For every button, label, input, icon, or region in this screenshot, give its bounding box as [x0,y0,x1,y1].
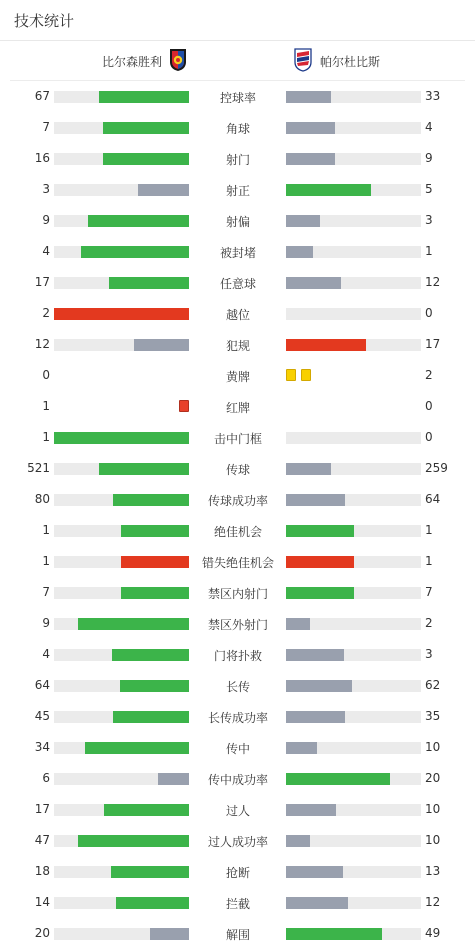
home-stat-bar-fill [121,556,189,568]
away-stat-value: 20 [425,771,441,785]
home-stat-bar [54,587,189,599]
stat-row [0,608,475,639]
stat-label: 抢断 [225,866,250,880]
stat-row [0,391,475,422]
home-stat-bar [54,556,189,568]
away-stat-bar-fill [286,649,344,661]
away-stat-value: 17 [425,337,441,351]
home-stat-value: 64 [34,678,50,692]
home-stat-value: 80 [34,492,50,506]
stat-row [0,515,475,546]
away-stat-bar [286,556,421,568]
home-stat-value: 1 [42,399,50,413]
home-stat-bar-fill [112,649,189,661]
away-stat-bar-fill [286,277,341,289]
stat-row [0,856,475,887]
home-stat-bar-fill [138,184,189,196]
away-team-crest-icon [294,48,312,72]
home-stat-bar-fill [54,308,189,320]
home-stat-bar [54,866,189,878]
home-stat-value: 521 [27,461,50,475]
stat-row [0,639,475,670]
home-stat-bar-fill [81,246,189,258]
away-stat-value: 35 [425,709,441,723]
away-stat-bar [286,153,421,165]
stat-row [0,422,475,453]
away-stat-bar-fill [286,184,371,196]
home-stat-value: 4 [42,244,50,258]
home-stat-bar [54,308,189,320]
away-stat-bar-fill [286,773,390,785]
stat-label: 任意球 [219,277,256,291]
home-stat-value: 17 [34,275,50,289]
stat-label: 禁区内射门 [207,587,268,601]
stat-label: 过人 [225,804,250,818]
away-stat-bar [286,773,421,785]
stat-label: 控球率 [219,91,256,105]
home-stat-bar [54,463,189,475]
stat-label: 长传成功率 [207,711,268,725]
stat-row [0,670,475,701]
section-title: 技术统计 [14,12,75,30]
home-stat-bar [54,246,189,258]
away-stat-bar [286,308,421,320]
home-stat-value: 17 [34,802,50,816]
home-stat-bar [54,339,189,351]
home-stat-value: 2 [42,306,50,320]
home-stat-bar [54,835,189,847]
away-stat-bar [286,649,421,661]
stat-row [0,701,475,732]
stat-label: 传球 [225,463,250,477]
stat-label: 射正 [225,184,250,198]
away-stat-bar [286,184,421,196]
stat-label: 传中成功率 [207,773,268,787]
home-stat-bar-fill [54,432,189,444]
away-stat-bar-fill [286,463,331,475]
stat-row [0,825,475,856]
stat-row [0,577,475,608]
stat-label: 传中 [225,742,250,756]
home-stat-value: 1 [42,430,50,444]
home-stat-value: 6 [42,771,50,785]
home-stat-bar-fill [116,897,189,909]
stat-row [0,763,475,794]
stat-row [0,732,475,763]
home-stat-bar-fill [120,680,189,692]
home-stat-bar [54,804,189,816]
stat-label: 过人成功率 [207,835,268,849]
away-stat-value: 1 [425,244,433,258]
stat-row [0,453,475,484]
away-stat-value: 10 [425,740,441,754]
home-cards [54,400,189,414]
away-stat-bar-fill [286,494,345,506]
away-stat-bar-fill [286,246,313,258]
stat-label: 错失绝佳机会 [201,556,274,570]
stat-label: 解围 [225,928,250,942]
away-stat-bar [286,432,421,444]
away-stat-bar-fill [286,742,317,754]
stat-label: 红牌 [225,401,250,415]
away-stat-bar-fill [286,153,335,165]
away-cards [286,400,421,414]
away-stat-value: 10 [425,833,441,847]
away-stat-bar-fill [286,339,366,351]
stat-row [0,329,475,360]
stat-label: 射门 [225,153,250,167]
stat-row [0,267,475,298]
home-stat-bar [54,649,189,661]
home-stat-bar [54,928,189,940]
home-stat-bar-fill [111,866,189,878]
home-stat-bar [54,91,189,103]
away-stat-bar [286,494,421,506]
stat-row [0,484,475,515]
home-stat-value: 7 [42,120,50,134]
away-stat-bar-fill [286,122,335,134]
home-stat-bar-fill [121,587,189,599]
away-stat-bar-fill [286,680,352,692]
home-stat-value: 20 [34,926,50,940]
away-stat-bar [286,680,421,692]
away-stat-value: 7 [425,585,433,599]
home-stat-bar-fill [158,773,189,785]
home-cards [54,369,189,383]
away-stat-bar [286,618,421,630]
home-stat-bar-fill [99,91,189,103]
home-stat-value: 3 [42,182,50,196]
home-stat-value: 1 [42,523,50,537]
stat-label: 犯规 [225,339,250,353]
home-team-name: 比尔森胜利 [101,55,162,69]
away-stat-bar [286,897,421,909]
stat-label: 黄牌 [225,370,250,384]
teams-row [0,41,475,81]
stat-label: 射偏 [225,215,250,229]
home-stat-value: 16 [34,151,50,165]
away-stat-bar-fill [286,556,354,568]
away-stat-value: 33 [425,89,441,103]
away-stat-value: 0 [425,430,433,444]
home-stat-value: 45 [34,709,50,723]
stat-label: 被封堵 [219,246,256,260]
stat-row [0,174,475,205]
home-stat-bar-fill [113,711,189,723]
away-stat-value: 2 [425,368,433,382]
stat-label: 拦截 [225,897,250,911]
yellow-card-icon [286,369,296,381]
home-stat-value: 7 [42,585,50,599]
home-stat-bar [54,277,189,289]
away-stat-bar-fill [286,525,354,537]
away-stat-value: 2 [425,616,433,630]
stat-label: 禁区外射门 [207,618,268,632]
home-stat-value: 34 [34,740,50,754]
away-stat-bar [286,742,421,754]
stat-row [0,236,475,267]
away-stat-bar [286,804,421,816]
home-stat-bar-fill [85,742,189,754]
home-stat-value: 12 [34,337,50,351]
stat-row [0,298,475,329]
away-stat-value: 259 [425,461,448,475]
away-stat-value: 1 [425,554,433,568]
away-stat-value: 0 [425,399,433,413]
home-stat-bar-fill [104,804,189,816]
away-stat-bar-fill [286,587,354,599]
away-team-name: 帕尔杜比斯 [320,55,381,69]
away-stat-bar [286,463,421,475]
home-stat-bar-fill [121,525,189,537]
away-stat-bar [286,339,421,351]
home-stat-bar [54,153,189,165]
away-stat-bar [286,711,421,723]
stat-row [0,546,475,577]
away-stat-bar-fill [286,215,320,227]
red-card-icon [179,400,189,412]
home-stat-bar [54,742,189,754]
stat-row [0,360,475,391]
away-stat-value: 10 [425,802,441,816]
home-stat-bar [54,680,189,692]
away-stat-value: 13 [425,864,441,878]
away-stat-value: 12 [425,895,441,909]
stat-row [0,112,475,143]
away-stat-value: 1 [425,523,433,537]
stat-row [0,205,475,236]
stat-label: 角球 [225,122,250,136]
away-stat-bar [286,91,421,103]
home-stat-bar [54,184,189,196]
away-stat-value: 4 [425,120,433,134]
away-stat-bar-fill [286,711,345,723]
home-stat-bar-fill [88,215,189,227]
away-cards [286,369,421,383]
away-stat-value: 0 [425,306,433,320]
home-stat-value: 1 [42,554,50,568]
home-stat-bar [54,773,189,785]
away-stat-value: 3 [425,647,433,661]
home-stat-bar [54,525,189,537]
away-stat-bar [286,215,421,227]
away-stat-bar-fill [286,804,336,816]
away-stat-value: 12 [425,275,441,289]
home-stat-bar-fill [99,463,189,475]
home-stat-value: 4 [42,647,50,661]
home-stat-bar [54,618,189,630]
home-stat-bar [54,432,189,444]
away-stat-bar-fill [286,618,310,630]
away-stat-bar-fill [286,91,331,103]
away-stat-bar-fill [286,928,382,940]
stat-label: 绝佳机会 [213,525,262,539]
stat-label: 传球成功率 [207,494,268,508]
away-stat-value: 49 [425,926,441,940]
stat-label: 越位 [225,308,250,322]
home-stat-bar [54,494,189,506]
home-stat-value: 47 [34,833,50,847]
stat-row [0,81,475,112]
away-stat-bar [286,928,421,940]
away-stat-value: 5 [425,182,433,196]
away-stat-value: 3 [425,213,433,227]
away-stat-value: 64 [425,492,441,506]
home-stat-bar-fill [103,153,189,165]
home-team-crest-icon [169,48,187,72]
stat-label: 门将扑救 [213,649,262,663]
stat-label: 长传 [225,680,250,694]
away-stat-bar [286,866,421,878]
away-stat-value: 9 [425,151,433,165]
home-stat-bar-fill [113,494,189,506]
stat-label: 击中门框 [213,432,262,446]
yellow-card-icon [301,369,311,381]
stats-list [0,81,475,949]
away-stat-value: 62 [425,678,441,692]
home-stat-value: 9 [42,213,50,227]
home-stat-bar [54,711,189,723]
stats-header [0,0,475,40]
home-stat-bar-fill [134,339,189,351]
away-stat-bar-fill [286,866,343,878]
stat-row [0,143,475,174]
home-stat-value: 67 [34,89,50,103]
away-stat-bar [286,835,421,847]
home-stat-bar [54,215,189,227]
home-stat-bar [54,897,189,909]
home-stat-value: 0 [42,368,50,382]
home-stat-bar-fill [78,835,189,847]
home-stat-bar [54,122,189,134]
home-stat-bar-fill [103,122,189,134]
away-stat-bar [286,277,421,289]
stat-row [0,794,475,825]
home-stat-value: 9 [42,616,50,630]
home-stat-value: 14 [34,895,50,909]
away-stat-bar [286,587,421,599]
home-stat-bar-fill [109,277,189,289]
away-stat-bar-fill [286,835,310,847]
away-stat-bar-fill [286,897,348,909]
away-stat-bar [286,122,421,134]
home-stat-value: 18 [34,864,50,878]
home-stat-bar-fill [78,618,189,630]
home-stat-bar-fill [150,928,189,940]
away-stat-bar [286,246,421,258]
away-stat-bar [286,525,421,537]
stat-row [0,918,475,949]
stat-row [0,887,475,918]
